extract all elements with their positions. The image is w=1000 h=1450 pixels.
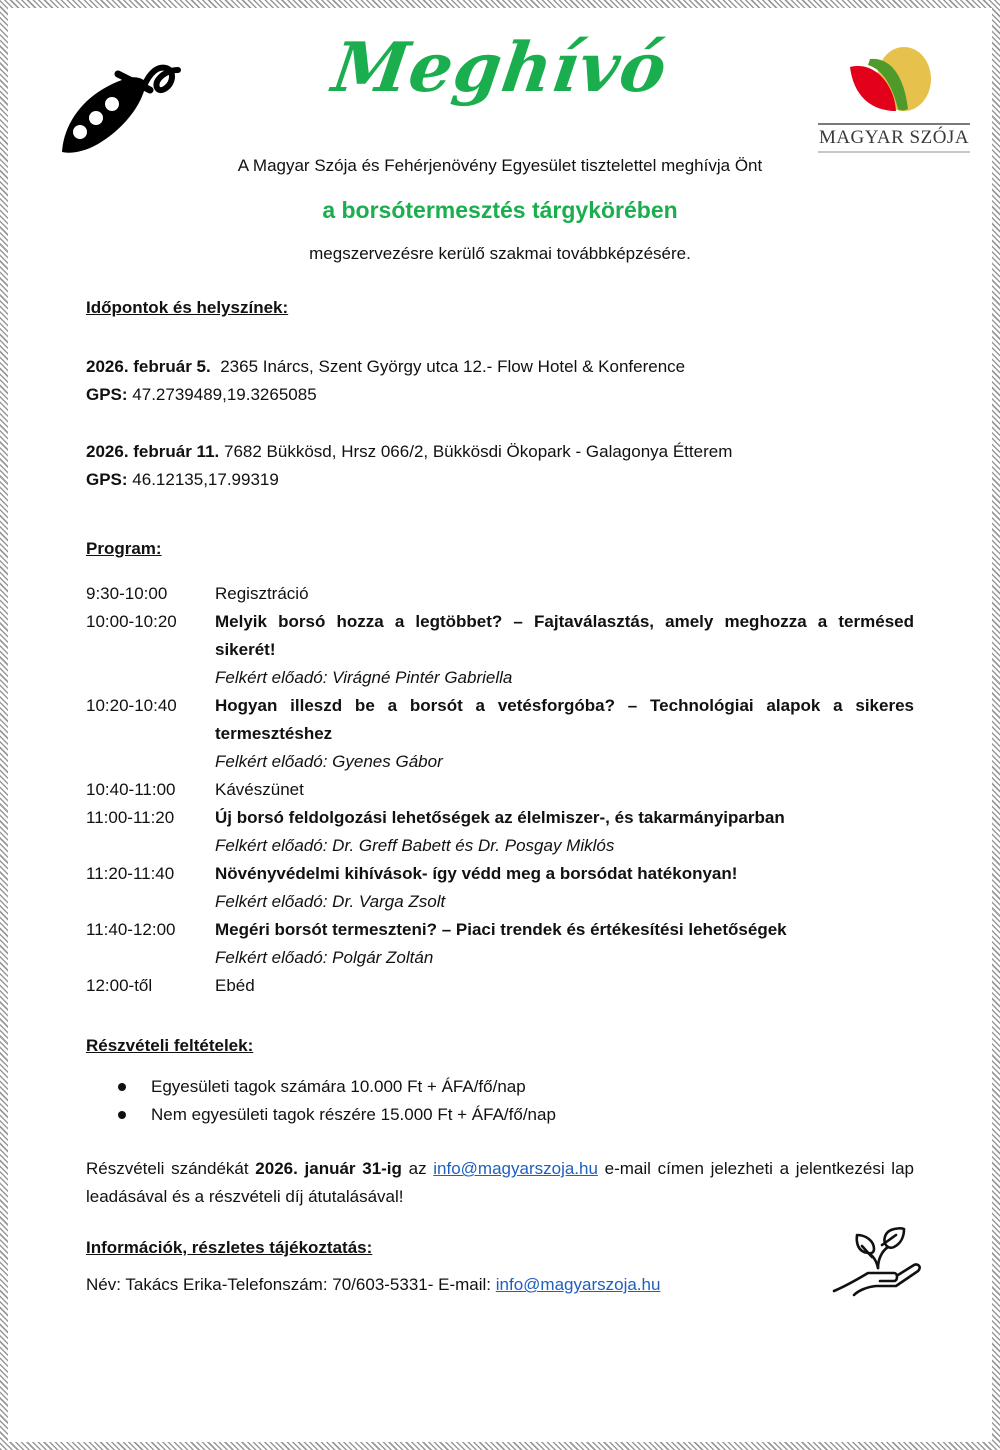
magyar-szoja-logo bbox=[818, 45, 970, 160]
list-item-text: Egyesületi tagok számára 10.000 Ft + ÁFA/fő/nap bbox=[151, 1077, 526, 1096]
locations-heading: Időpontok és helyszínek: bbox=[86, 298, 289, 317]
location-item bbox=[86, 438, 914, 494]
program-speaker: Felkért előadó: Gyenes Gábor bbox=[215, 752, 443, 771]
registration-paragraph bbox=[86, 1155, 914, 1211]
program-title: Hogyan illeszd be a borsót a vetésforgóba? – Technológiai alapok a sikeres termesztéshez bbox=[215, 696, 914, 743]
program-time: 10:40-11:00 bbox=[86, 780, 176, 799]
program-row bbox=[86, 692, 914, 776]
contact-email-link[interactable]: info@magyarszoja.hu bbox=[495, 1275, 661, 1294]
program-time: 9:30-10:00 bbox=[86, 584, 168, 603]
program-time: 10:20-10:40 bbox=[86, 696, 177, 715]
bullet-icon bbox=[118, 1083, 126, 1091]
location-date: 2026. február 11. bbox=[86, 442, 220, 461]
subject-heading: a borsótermesztés tárgykörében bbox=[322, 197, 678, 223]
program-title: Ebéd bbox=[215, 976, 255, 995]
bullet-icon bbox=[118, 1111, 126, 1119]
program-title: Melyik borsó hozza a legtöbbet? – Fajtaválasztás, amely meghozza a termésed sikerét! bbox=[215, 612, 914, 659]
para-text: az bbox=[401, 1159, 434, 1178]
conditions-list bbox=[118, 1073, 556, 1129]
program-section bbox=[86, 539, 914, 559]
para-text: e-mail címen jelezheti a jelentkezési lap leadásával és a részvételi díj átutalásával! bbox=[86, 1159, 914, 1206]
program-heading: Program: bbox=[86, 539, 162, 558]
program-speaker: Felkért előadó: Virágné Pintér Gabriella bbox=[215, 668, 513, 687]
program-speaker: Felkért előadó: Dr. Varga Zsolt bbox=[215, 892, 446, 911]
intro-text: A Magyar Szója és Fehérjenövény Egyesület tisztelettel meghívja Önt bbox=[237, 156, 763, 175]
program-title: Megéri borsót termeszteni? – Piaci trendek és értékesítési lehetőségek bbox=[215, 920, 787, 939]
program-speaker: Felkért előadó: Polgár Zoltán bbox=[215, 948, 434, 967]
program-row bbox=[86, 972, 914, 1000]
conditions-heading: Részvételi feltételek: bbox=[86, 1036, 254, 1055]
logo-mark-icon bbox=[818, 45, 970, 121]
gps-label: GPS: bbox=[86, 385, 128, 404]
program-row bbox=[86, 916, 914, 972]
email-link[interactable]: info@magyarszoja.hu bbox=[433, 1159, 598, 1178]
deadline-text: 2026. január 31-ig bbox=[255, 1159, 402, 1178]
para-text: Részvételi szándékát bbox=[86, 1159, 256, 1178]
list-item bbox=[118, 1101, 556, 1129]
info-heading: Információk, részletes tájékoztatás: bbox=[86, 1238, 373, 1257]
program-title: Regisztráció bbox=[215, 584, 309, 603]
program-time: 11:40-12:00 bbox=[86, 920, 176, 939]
contact-text: Név: Takács Erika-Telefonszám: 70/603-5331- E-mail: bbox=[86, 1275, 496, 1294]
program-time: 12:00-től bbox=[86, 976, 153, 995]
program-time: 10:00-10:20 bbox=[86, 612, 177, 631]
program-row bbox=[86, 608, 914, 692]
program-time: 11:20-11:40 bbox=[86, 864, 175, 883]
gps-label: GPS: bbox=[86, 470, 128, 489]
program-title: Új borsó feldolgozási lehetőségek az élelmiszer-, és takarmányiparban bbox=[215, 808, 785, 827]
location-item bbox=[86, 353, 914, 409]
program-row bbox=[86, 776, 914, 804]
program-time: 11:00-11:20 bbox=[86, 808, 175, 827]
list-item-text: Nem egyesületi tagok részére 15.000 Ft + ÁFA/fő/nap bbox=[151, 1105, 556, 1124]
contact-line bbox=[86, 1275, 660, 1295]
hand-plant-icon bbox=[828, 1225, 928, 1313]
program-row bbox=[86, 580, 914, 608]
program-title: Növényvédelmi kihívások- így védd meg a borsódat hatékonyan! bbox=[215, 864, 738, 883]
location-address: 2365 Inárcs, Szent György utca 12.- Flow Hotel & Konference bbox=[220, 357, 686, 376]
program-list bbox=[86, 580, 914, 1000]
location-date: 2026. február 5. bbox=[86, 357, 211, 376]
conditions-section bbox=[86, 1036, 914, 1056]
program-speaker: Felkért előadó: Dr. Greff Babett és Dr. Posgay Miklós bbox=[215, 836, 615, 855]
location-address: 7682 Bükkösd, Hrsz 066/2, Bükkösdi Ökopark - Galagonya Étterem bbox=[224, 442, 733, 461]
page-title: Meghívó bbox=[327, 28, 673, 108]
program-row bbox=[86, 860, 914, 916]
logo-text: MAGYAR SZÓJA bbox=[818, 123, 970, 153]
list-item bbox=[118, 1073, 556, 1101]
pea-pod-icon bbox=[58, 60, 182, 156]
locations-section bbox=[86, 298, 914, 318]
program-title: Kávészünet bbox=[215, 780, 304, 799]
info-section bbox=[86, 1238, 914, 1258]
gps-coordinates: 47.2739489,19.3265085 bbox=[132, 385, 317, 404]
program-row bbox=[86, 804, 914, 860]
intro-text-2: megszervezésre kerülő szakmai továbbképzésére. bbox=[309, 244, 691, 263]
gps-coordinates: 46.12135,17.99319 bbox=[132, 470, 279, 489]
